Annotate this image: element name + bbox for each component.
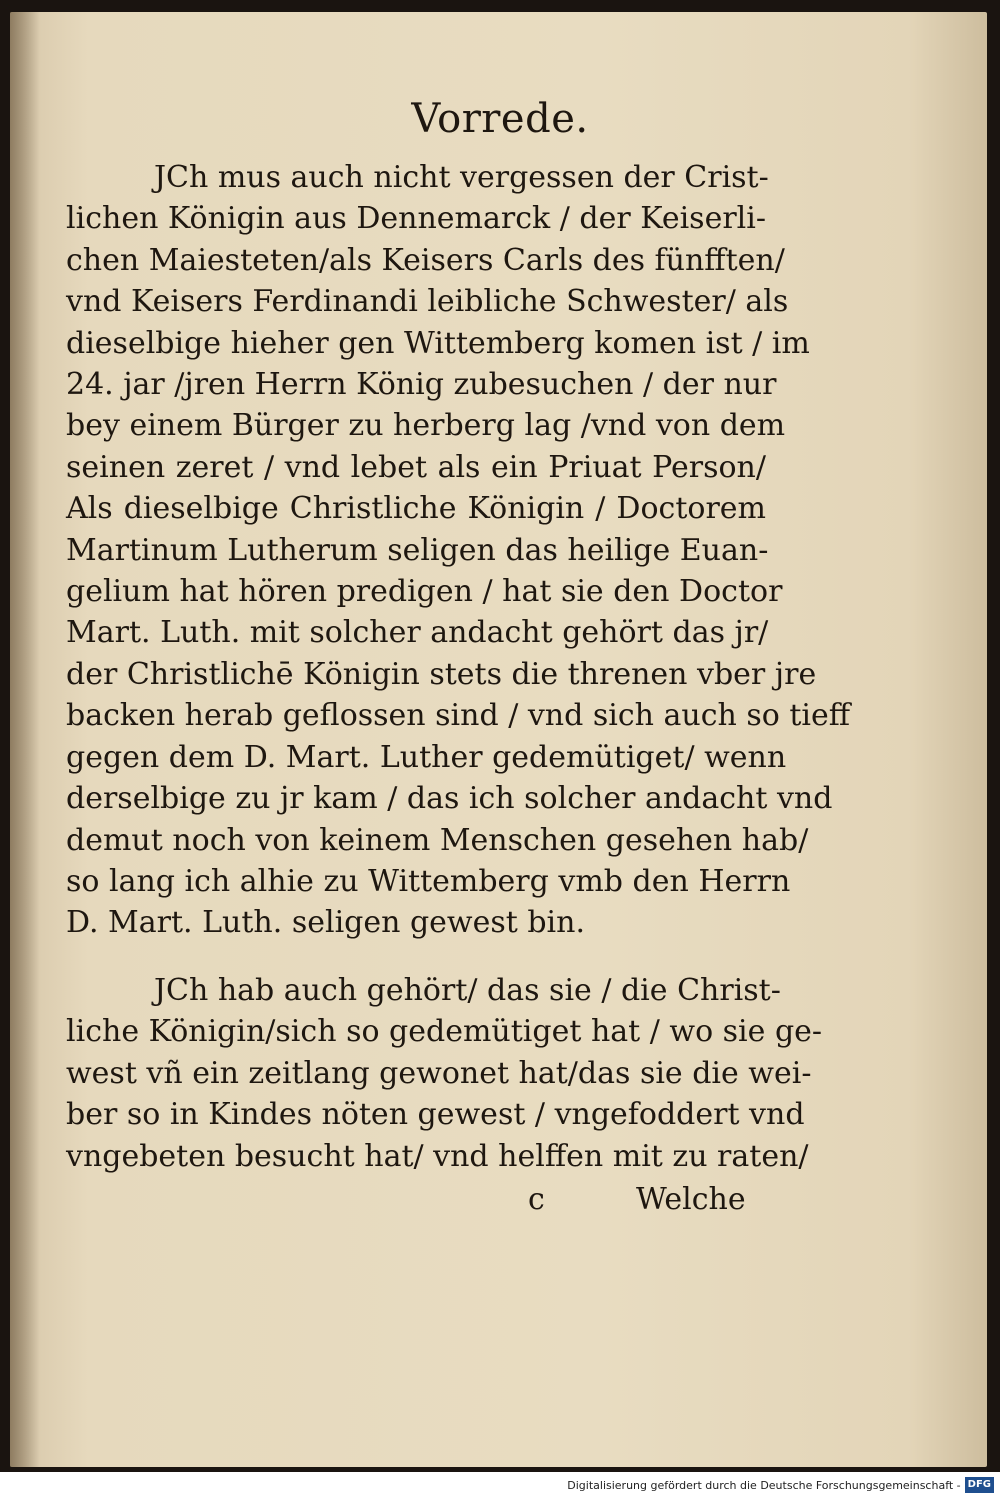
text-line: vnd Keisers Ferdinandi leibliche Schwester/ als (66, 284, 789, 320)
page-header: Vorrede. (411, 96, 589, 142)
text-line: der Christlichē Königin stets die threnen vber jre (66, 656, 817, 692)
text-line: lichen Königin aus Dennemarck / der Keiserli- (66, 201, 766, 237)
text-line: chen Maiesteten/als Keisers Carls des fünfften/ (66, 242, 785, 278)
footer-credit (567, 1475, 994, 1495)
text-line: derselbige zu jr kam / das ich solcher andacht vnd (66, 781, 833, 817)
text-line: D. Mart. Luth. seligen gewest bin. (66, 905, 586, 941)
catchword: Welche (636, 1182, 746, 1217)
dfg-logo[interactable]: DFG (965, 1477, 994, 1493)
text-line: bey einem Bürger zu herberg lag /vnd von dem (66, 408, 786, 444)
text-line: so lang ich alhie zu Wittemberg vmb den Herrn (66, 863, 791, 899)
text-line: liche Königin/sich so gedemütiget hat / wo sie ge- (66, 1014, 823, 1050)
text-line: Martinum Lutherum seligen das heilige Euan- (66, 532, 769, 568)
text-line: demut noch von keinem Menschen gesehen hab/ (66, 822, 809, 858)
text-line: dieselbige hieher gen Wittemberg komen ist / im (66, 325, 810, 361)
paragraph-1 (66, 157, 851, 944)
text-line: backen herab geflossen sind / vnd sich auch so tieff (66, 698, 851, 734)
text-line: ber so in Kindes nöten gewest / vngefoddert vnd (66, 1097, 805, 1133)
text-line: gegen dem D. Mart. Luther gedemütiget/ wenn (66, 739, 787, 775)
text-line: JCh hab auch gehört/ das sie / die Christ- (154, 973, 781, 1008)
text-line: vngebeten besucht hat/ vnd helffen mit zu raten/ (66, 1138, 809, 1174)
text-line: seinen zeret / vnd lebet als ein Priuat Person/ (66, 449, 766, 485)
paragraph-2 (66, 970, 823, 1177)
text-line: Als dieselbige Christliche Königin / Doctorem (66, 491, 766, 527)
text-line: gelium hat hören predigen / hat sie den Doctor (66, 574, 783, 610)
text-line: JCh mus auch nicht vergessen der Crist- (154, 160, 769, 195)
text-line: 24. jar /jren Herrn König zubesuchen / der nur (66, 367, 777, 403)
text-line: west vñ ein zeitlang gewonet hat/das sie die wei- (66, 1055, 812, 1091)
footer-credit-text: Digitalisierung gefördert durch die Deutsche Forschungsgemeinschaft - (567, 1478, 961, 1492)
text-line: Mart. Luth. mit solcher andacht gehört das jr/ (66, 615, 769, 651)
signature-mark: c (528, 1182, 545, 1217)
